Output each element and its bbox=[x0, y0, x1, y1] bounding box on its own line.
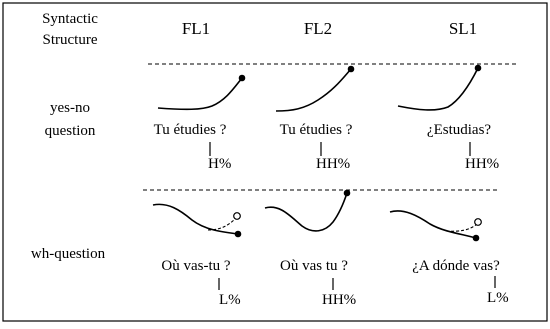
contour-fl1-wh bbox=[153, 204, 241, 237]
alternative-rise bbox=[446, 224, 477, 231]
tone-sl1-wh: L% bbox=[487, 290, 509, 306]
header-structure: Structure bbox=[42, 32, 98, 48]
end-dot bbox=[475, 65, 482, 72]
contour-fl2-yes-no bbox=[276, 66, 354, 111]
tone-sl1-yes-no: HH% bbox=[465, 156, 500, 172]
tone-fl2-yes-no: HH% bbox=[316, 156, 351, 172]
column-header-sl1: SL1 bbox=[448, 19, 478, 38]
utterance-fl1-yes-no: Tu étudies ? bbox=[153, 122, 227, 138]
column-header-fl1: FL1 bbox=[181, 19, 211, 38]
end-open-dot bbox=[234, 213, 241, 220]
row-label-yes-no: yes-no bbox=[50, 100, 90, 116]
end-dot bbox=[348, 66, 355, 73]
utterance-sl1-wh: ¿A dónde vas? bbox=[412, 258, 500, 274]
contour-fl1-yes-no bbox=[158, 75, 245, 110]
column-header-fl2: FL2 bbox=[303, 19, 333, 38]
header-syntactic: Syntactic bbox=[42, 11, 98, 27]
tone-fl2-wh: HH% bbox=[322, 292, 357, 308]
tone-fl1-yes-no: H% bbox=[208, 156, 232, 172]
row-label-wh-question: wh-question bbox=[30, 246, 106, 262]
end-dot bbox=[239, 75, 246, 82]
contour-sl1-yes-no bbox=[398, 65, 481, 110]
tone-fl1-wh: L% bbox=[219, 292, 241, 308]
end-dot bbox=[473, 235, 480, 242]
contour-fl2-wh bbox=[265, 190, 350, 231]
utterance-sl1-yes-no: ¿Estudias? bbox=[426, 122, 492, 138]
utterance-fl2-wh: Où vas tu ? bbox=[280, 258, 348, 274]
end-open-dot bbox=[475, 219, 482, 226]
utterance-fl2-yes-no: Tu étudies ? bbox=[279, 122, 353, 138]
contour-sl1-wh bbox=[390, 211, 481, 241]
row-label-question: question bbox=[44, 123, 96, 139]
end-dot bbox=[344, 190, 351, 197]
utterance-fl1-wh: Où vas-tu ? bbox=[161, 258, 231, 274]
alternative-rise bbox=[208, 218, 236, 230]
end-dot bbox=[235, 231, 242, 238]
